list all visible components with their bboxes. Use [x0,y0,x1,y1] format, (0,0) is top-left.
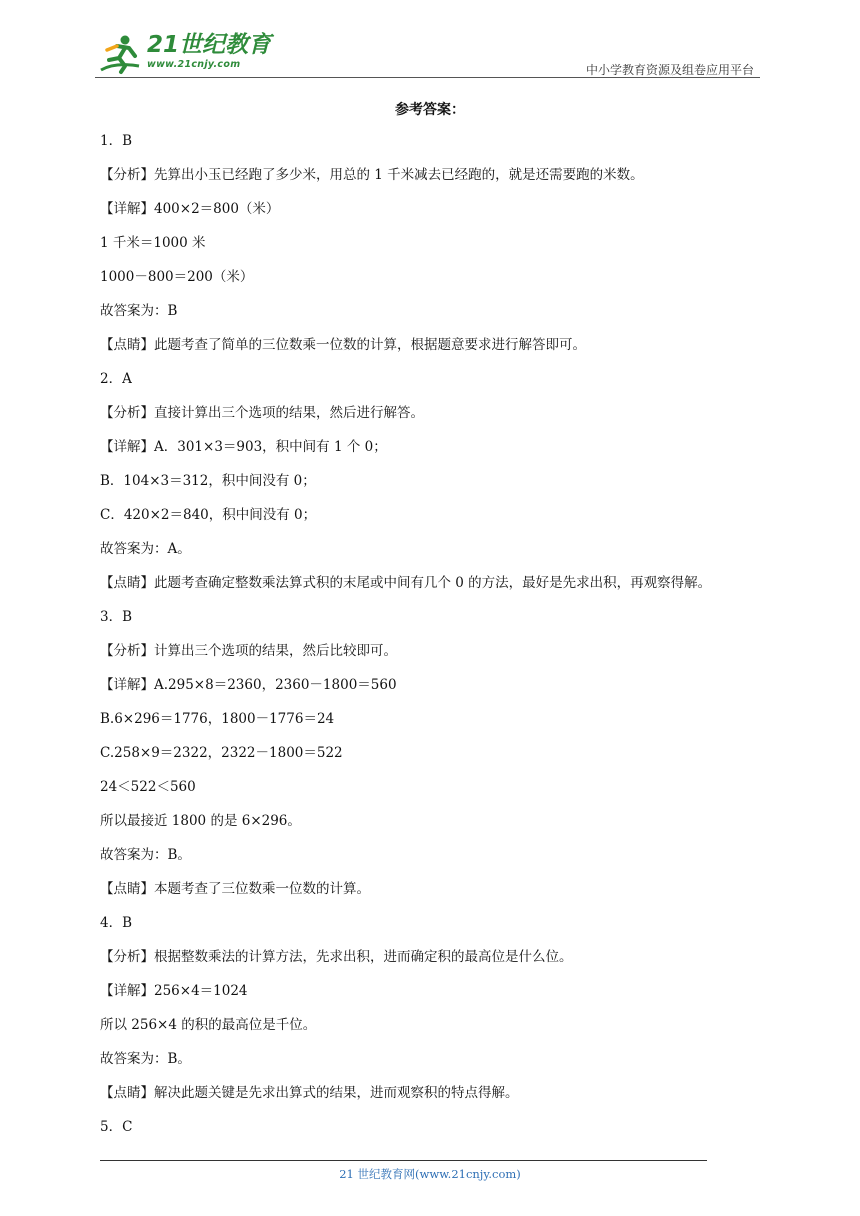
answer-line: 4．B [100,915,133,931]
answer-line: C．420×2＝840，积中间没有 0； [100,507,317,523]
platform-tagline: 中小学教育资源及组卷应用平台 [585,63,754,77]
answer-line: 【点睛】此题考查了简单的三位数乘一位数的计算，根据题意要求进行解答即可。 [100,337,586,353]
answer-content [100,98,760,1150]
answer-line: 故答案为：B [100,303,178,319]
answer-line: 【点睛】本题考查了三位数乘一位数的计算。 [100,881,370,897]
answer-line: 24＜522＜560 [100,779,196,795]
site-logo[interactable] [95,32,147,76]
answer-line: 【详解】A.295×8＝2360，2360－1800＝560 [100,677,397,693]
answer-line: 【详解】256×4＝1024 [100,983,248,999]
runner-logo-icon [95,32,147,76]
page-title: 参考答案： [395,102,465,118]
answer-line: B．104×3＝312，积中间没有 0； [100,473,316,489]
answer-line: 故答案为：B。 [100,847,191,863]
answer-line: 【点睛】此题考查确定整数乘法算式积的末尾或中间有几个 0 的方法，最好是先求出积，再观察得解。 [100,575,712,591]
answer-line: 故答案为：A。 [100,541,191,557]
footer-link[interactable]: 21 世纪教育网(www.21cnjy.com) [339,1167,521,1181]
answer-line: 【分析】根据整数乘法的计算方法，先求出积，进而确定积的最高位是什么位。 [100,949,573,965]
answer-line: 【分析】先算出小玉已经跑了多少米，用总的 1 千米减去已经跑的，就是还需要跑的米数。 [100,167,644,183]
answer-line: 1 千米＝1000 米 [100,235,206,251]
answer-line: 2．A [100,371,132,387]
answer-line: 3．B [100,609,133,625]
logo-wordmark: 21世纪教育 [147,32,272,58]
answer-line: 【点睛】解决此题关键是先求出算式的结果，进而观察积的特点得解。 [100,1085,519,1101]
page-header [95,30,760,78]
answer-line: 所以 256×4 的积的最高位是千位。 [100,1017,317,1033]
answer-lines [100,130,760,1150]
footer-divider [100,1160,707,1161]
answer-line: 所以最接近 1800 的是 6×296。 [100,813,301,829]
header-divider [95,77,760,78]
answer-line: 5．C [100,1119,133,1135]
answer-line: 【详解】A．301×3＝903，积中间有 1 个 0； [100,439,387,455]
answer-line: 【详解】400×2＝800（米） [100,201,280,217]
answer-line: 1000－800＝200（米） [100,269,254,285]
answer-line: 【分析】计算出三个选项的结果，然后比较即可。 [100,643,397,659]
answer-line: C.258×9＝2322，2322－1800＝522 [100,745,343,761]
answer-line: 1．B [100,133,133,149]
answer-line: 【分析】直接计算出三个选项的结果，然后进行解答。 [100,405,424,421]
answer-line: 故答案为：B。 [100,1051,191,1067]
answer-line: B.6×296＝1776，1800－1776＝24 [100,711,335,727]
logo-url: www.21cnjy.com [147,59,241,70]
logo-text-block [147,32,271,70]
